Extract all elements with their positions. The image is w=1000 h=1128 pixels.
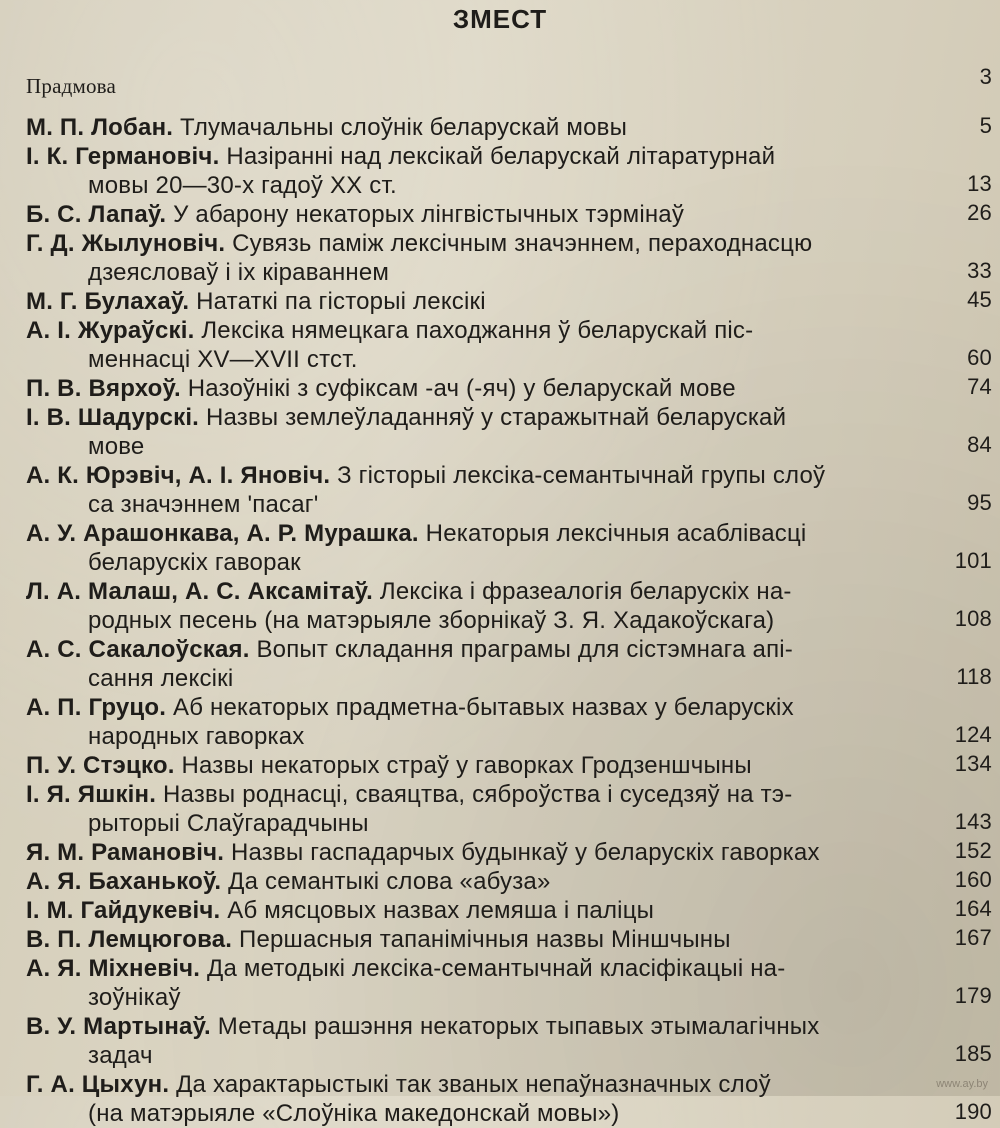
toc-entry xyxy=(26,751,992,780)
toc-entry xyxy=(26,316,992,374)
entry-title-text: Аб мясцовых назвах лемяша і паліцы xyxy=(227,897,655,924)
entry-page-number: 185 xyxy=(954,1041,992,1066)
toc-entry-line xyxy=(26,287,924,316)
toc-entry-line xyxy=(26,606,924,635)
toc-entry xyxy=(26,287,992,316)
entry-title-text: Метады рашэння некаторых тыпавых этымалагічных xyxy=(217,1013,820,1040)
entry-author: А. У. Арашонкава, А. Р. Мурашка. xyxy=(26,520,419,547)
entry-page-number: 5 xyxy=(979,113,992,138)
entry-page-number: 45 xyxy=(967,287,992,312)
toc-entry-line xyxy=(26,693,924,722)
entry-author: А. П. Груцо. xyxy=(26,694,167,721)
entry-author: І. К. Германовіч. xyxy=(26,143,220,170)
entry-title-text: родных песень (на матэрыяле зборнікаў З. Я. Хадакоўскага) xyxy=(88,607,775,634)
entry-title-text: Да методыкі лексіка-семантычнай класіфікацыі на- xyxy=(207,955,786,982)
toc-entry-line xyxy=(26,200,924,229)
entry-title-text: меннасці XV—XVII стст. xyxy=(88,346,358,373)
entry-title-text: Назвы некаторых страў у гаворках Гродзеншчыны xyxy=(181,752,752,779)
entry-author: Б. С. Лапаў. xyxy=(26,201,167,228)
toc-entry-line xyxy=(26,838,924,867)
toc-entries xyxy=(26,113,992,1128)
toc-entry xyxy=(26,577,992,635)
entry-page-number: 160 xyxy=(954,867,992,892)
toc-entry xyxy=(26,780,992,838)
toc-entry-line xyxy=(26,113,924,142)
entry-author: Г. А. Цыхун. xyxy=(26,1071,170,1098)
toc-entry xyxy=(26,635,992,693)
entry-title-text: (на матэрыяле «Слоўніка македонскай мовы») xyxy=(88,1100,620,1127)
entry-title-text: Назвы гаспадарчых будынкаў у беларускіх гаворках xyxy=(231,839,820,866)
entry-page-number: 124 xyxy=(954,722,992,747)
entry-title-text: мове xyxy=(88,433,145,460)
toc-entry-line xyxy=(26,983,924,1012)
toc-entry-line xyxy=(26,461,924,490)
toc-entry-line xyxy=(26,258,924,287)
watermark: www.ay.by xyxy=(936,1078,988,1090)
entry-title-text: са значэннем 'пасаг' xyxy=(88,491,319,518)
entry-title-text: З гісторыі лексіка-семантычнай групы слоў xyxy=(337,462,826,489)
toc-entry xyxy=(26,867,992,896)
toc-entry xyxy=(26,896,992,925)
entry-author: М. Г. Булахаў. xyxy=(26,288,190,315)
entry-author: А. Я. Баханькоў. xyxy=(26,868,222,895)
entry-title-text: Да семантыкі слова «абуза» xyxy=(228,868,551,895)
toc-entry xyxy=(26,925,992,954)
toc-entry-line xyxy=(26,780,924,809)
entry-title-text: Да характарыстыкі так званых непаўназначных слоў xyxy=(176,1071,771,1098)
toc-entry xyxy=(26,374,992,403)
entry-title-text: Нататкі па гісторыі лексікі xyxy=(196,288,486,315)
entry-title-text: зоўнікаў xyxy=(88,984,181,1011)
toc-entry-line xyxy=(26,1041,924,1070)
entry-author: Я. М. Рамановіч. xyxy=(26,839,225,866)
entry-title-text: сання лексікі xyxy=(88,665,234,692)
entry-page-number: 164 xyxy=(954,896,992,921)
entry-title-text: Некаторыя лексічныя асаблівасці xyxy=(425,520,807,547)
toc-entry-line xyxy=(26,751,924,780)
entry-page-number: 152 xyxy=(954,838,992,863)
entry-page-number: 143 xyxy=(954,809,992,834)
toc-entry-line xyxy=(26,432,924,461)
entry-page-number: 167 xyxy=(954,925,992,950)
toc-entry-line xyxy=(26,809,924,838)
toc-entry-line xyxy=(26,403,924,432)
entry-author: М. П. Лобан. xyxy=(26,114,174,141)
toc-entry xyxy=(26,838,992,867)
toc-entry xyxy=(26,519,992,577)
toc-entry xyxy=(26,403,992,461)
entry-author: А. Я. Міхневіч. xyxy=(26,955,201,982)
entry-page-number: 108 xyxy=(954,606,992,631)
entry-title-text: Тлумачальны слоўнік беларускай мовы xyxy=(180,114,628,141)
entry-title-text: Назоўнікі з суфіксам -ач (-яч) у беларускай мове xyxy=(187,375,736,402)
toc-entry-line xyxy=(26,1099,924,1128)
toc-entry xyxy=(26,1012,992,1070)
toc-entry-line xyxy=(26,1070,924,1099)
toc-entry-line xyxy=(26,635,924,664)
entry-title-text: Першасныя тапанімічныя назвы Міншчыны xyxy=(239,926,731,953)
entry-title-text: народных гаворках xyxy=(88,723,305,750)
entry-title-text: Сувязь паміж лексічным значэннем, пераходнасцю xyxy=(232,230,813,257)
toc-entry-line xyxy=(26,374,924,403)
entry-title-text: Вопыт складання праграмы для сістэмнага апі- xyxy=(256,636,793,663)
entry-title-text: беларускіх гаворак xyxy=(88,549,301,576)
preface-page-number: 3 xyxy=(979,64,992,89)
toc-entry xyxy=(26,461,992,519)
entry-page-number: 84 xyxy=(967,432,992,457)
toc-entry-line xyxy=(26,142,924,171)
entry-page-number: 179 xyxy=(954,983,992,1008)
entry-author: П. У. Стэцко. xyxy=(26,752,175,779)
entry-title-text: Назвы землеўладанняў у старажытнай беларускай xyxy=(205,404,787,431)
entry-title-text: У абарону некаторых лінгвістычных тэрмінаў xyxy=(173,201,685,228)
entry-author: А. І. Жураўскі. xyxy=(26,317,195,344)
entry-author: А. С. Сакалоўская. xyxy=(26,636,250,663)
entry-title-text: Лексіка і фразеалогія беларускіх на- xyxy=(379,578,792,605)
entry-page-number: 13 xyxy=(967,171,992,196)
toc-entry xyxy=(26,693,992,751)
entry-page-number: 26 xyxy=(967,200,992,225)
toc-entry xyxy=(26,200,992,229)
toc-entry-line xyxy=(26,519,924,548)
toc-entry-line xyxy=(26,229,924,258)
entry-title-text: Назіранні над лексікай беларускай літаратурнай xyxy=(226,143,776,170)
toc-entry-line xyxy=(26,577,924,606)
entry-author: В. П. Лемцюгова. xyxy=(26,926,233,953)
toc-entry-line xyxy=(26,490,924,519)
toc-entry xyxy=(26,954,992,1012)
preface-label: Прадмова xyxy=(26,74,117,98)
toc-entry-line xyxy=(26,925,924,954)
entry-author: І. Я. Яшкін. xyxy=(26,781,157,808)
toc-entry-line xyxy=(26,171,924,200)
toc-entry-line xyxy=(26,867,924,896)
entry-author: І. М. Гайдукевіч. xyxy=(26,897,221,924)
entry-title-text: задач xyxy=(88,1042,153,1069)
entry-page-number: 118 xyxy=(956,664,992,689)
toc-entry xyxy=(26,229,992,287)
toc-entry-line xyxy=(26,345,924,374)
entry-page-number: 60 xyxy=(967,345,992,370)
toc-entry-line xyxy=(26,72,924,101)
entry-author: В. У. Мартынаў. xyxy=(26,1013,211,1040)
entry-title-text: рыторыі Слаўгарадчыны xyxy=(88,810,369,837)
entry-author: І. В. Шадурскі. xyxy=(26,404,200,431)
toc-entry xyxy=(26,142,992,200)
toc-entry-line xyxy=(26,316,924,345)
table-of-contents xyxy=(26,54,992,1128)
toc-entry-line xyxy=(26,896,924,925)
entry-page-number: 101 xyxy=(954,548,992,573)
entry-title-text: Лексіка нямецкага паходжання ў беларускай піс- xyxy=(201,317,754,344)
toc-entry-line xyxy=(26,664,924,693)
entry-title-text: Назвы роднасці, сваяцтва, сяброўства і суседзяў на тэ- xyxy=(162,781,793,808)
entry-title-text: Аб некаторых прадметна-бытавых назвах у беларускіх xyxy=(173,694,794,721)
entry-author: А. К. Юрэвіч, А. І. Яновіч. xyxy=(26,462,331,489)
entry-author: Л. А. Малаш, А. С. Аксамітаў. xyxy=(26,578,373,605)
toc-entry-line xyxy=(26,722,924,751)
toc-entry-line xyxy=(26,1012,924,1041)
entry-page-number: 33 xyxy=(967,258,992,283)
entry-page-number: 190 xyxy=(954,1099,992,1124)
entry-title-text: дзеясловаў і іх кіраваннем xyxy=(88,259,390,286)
toc-entry xyxy=(26,113,992,142)
entry-author: Г. Д. Жылуновіч. xyxy=(26,230,226,257)
toc-entry xyxy=(26,1070,992,1128)
toc-entry-preface xyxy=(26,64,992,101)
page-title: ЗМЕСТ xyxy=(452,4,548,34)
entry-title-text: мовы 20—30-х гадоў XX ст. xyxy=(88,172,397,199)
entry-page-number: 95 xyxy=(967,490,992,515)
toc-entry-line xyxy=(26,954,924,983)
entry-author: П. В. Вярхоў. xyxy=(26,375,181,402)
entry-page-number: 134 xyxy=(954,751,992,776)
entry-page-number: 74 xyxy=(967,374,992,399)
toc-entry-line xyxy=(26,548,924,577)
